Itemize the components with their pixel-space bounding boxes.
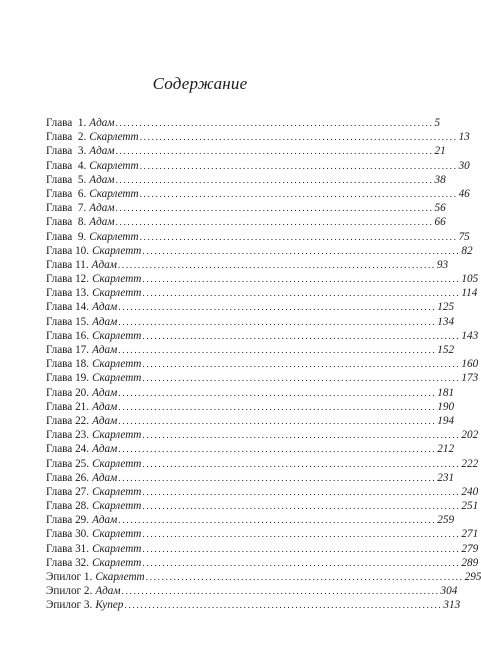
toc-dot-leader: ................................................................................ (142, 246, 461, 257)
toc-entry (46, 457, 479, 471)
toc-entry (46, 428, 479, 442)
toc-chapter-number: Глава 6. (46, 187, 87, 200)
toc-page-number: 194 (437, 414, 455, 427)
toc-chapter-number: Глава 26. (46, 471, 90, 484)
toc-dot-leader: ................................................................................ (142, 459, 461, 470)
toc-page-number: 259 (437, 514, 455, 527)
toc-chapter-title: Адам (92, 315, 118, 328)
toc-dot-leader: ................................................................................ (142, 360, 461, 371)
toc-dot-leader: ................................................................................ (118, 303, 437, 314)
toc-entry (46, 244, 473, 258)
toc-dot-leader: ................................................................................ (115, 175, 434, 186)
toc-chapter-number: Глава 32. (46, 556, 90, 569)
toc-dot-leader: ................................................................................ (124, 601, 443, 612)
toc-entry (46, 485, 479, 499)
toc-chapter-title: Скарлетт (89, 230, 139, 243)
toc-entry (46, 130, 470, 144)
toc-chapter-title: Скарлетт (92, 372, 142, 385)
toc-chapter-title: Скарлетт (92, 358, 142, 371)
toc-chapter-title: Адам (89, 216, 115, 229)
toc-chapter-number: Глава 30. (46, 528, 90, 541)
toc-page-number: 143 (461, 329, 479, 342)
toc-chapter-number: Глава 28. (46, 500, 90, 513)
toc-chapter-title: Скарлетт (92, 500, 142, 513)
toc-entry (46, 329, 479, 343)
toc-chapter-number: Глава 16. (46, 329, 90, 342)
toc-chapter-title: Скарлетт (92, 429, 142, 442)
toc-chapter-number: Глава 10. (46, 244, 90, 257)
toc-list (46, 116, 481, 613)
toc-dot-leader: ................................................................................ (142, 502, 461, 513)
toc-chapter-title: Адам (89, 117, 115, 129)
toc-chapter-number: Глава 8. (46, 216, 87, 229)
toc-chapter-title: Скарлетт (95, 571, 145, 583)
toc-page-number: 231 (437, 471, 455, 484)
toc-page-number: 134 (437, 315, 455, 328)
toc-entry (46, 357, 479, 371)
toc-chapter-number: Эпилог 1. (46, 571, 93, 583)
toc-entry (46, 400, 455, 414)
toc-title: Содержание (152, 74, 248, 93)
toc-dot-leader: ................................................................................ (118, 402, 437, 413)
toc-dot-leader: ................................................................................ (115, 204, 434, 215)
toc-chapter-number: Глава 18. (46, 358, 90, 371)
toc-chapter-number: Глава 31. (46, 542, 90, 555)
toc-dot-leader: ................................................................................ (139, 133, 458, 144)
toc-chapter-title: Скарлетт (89, 131, 139, 144)
toc-entry (46, 215, 446, 229)
toc-page-number: 160 (461, 358, 479, 371)
toc-dot-leader: ................................................................................ (142, 558, 461, 569)
toc-dot-leader: ................................................................................ (118, 388, 437, 399)
toc-chapter-number: Глава 9. (46, 230, 87, 243)
toc-page-number: 5 (434, 117, 441, 129)
toc-dot-leader: ................................................................................ (139, 161, 458, 172)
toc-page-number: 295 (464, 571, 481, 583)
toc-chapter-number: Глава 14. (46, 301, 90, 314)
toc-entry (46, 527, 479, 541)
toc-chapter-number: Глава 19. (46, 372, 90, 385)
toc-chapter-title: Адам (95, 585, 121, 598)
toc-entry (46, 556, 479, 570)
toc-chapter-number: Глава 3. (46, 145, 87, 158)
toc-entry (46, 570, 481, 584)
toc-entry (46, 116, 441, 130)
toc-chapter-title: Адам (92, 386, 118, 399)
toc-dot-leader: ................................................................................ (142, 374, 461, 385)
toc-dot-leader: ................................................................................ (139, 189, 458, 200)
toc-chapter-number: Глава 24. (46, 443, 90, 456)
toc-entry (46, 315, 455, 329)
toc-chapter-title: Адам (89, 173, 115, 186)
toc-chapter-title: Скарлетт (92, 329, 142, 342)
toc-page-number: 152 (437, 344, 455, 356)
toc-page-number: 66 (434, 216, 446, 229)
toc-page-number: 240 (461, 485, 479, 498)
toc-dot-leader: ................................................................................ (115, 218, 434, 229)
toc-entry (46, 414, 455, 428)
toc-dot-leader: ................................................................................ (118, 473, 437, 484)
toc-entry (46, 513, 455, 527)
toc-chapter-number: Глава 2. (46, 131, 87, 144)
toc-entry (46, 159, 470, 173)
toc-chapter-number: Глава 22. (46, 414, 90, 427)
toc-entry (46, 598, 461, 612)
toc-chapter-title: Адам (92, 471, 118, 484)
toc-chapter-number: Глава 27. (46, 485, 90, 498)
toc-page-number: 222 (461, 457, 479, 470)
toc-chapter-number: Глава 17. (46, 344, 90, 356)
toc-page-number: 56 (434, 202, 446, 215)
toc-dot-leader: ................................................................................ (115, 119, 434, 129)
toc-dot-leader: ................................................................................ (118, 445, 437, 456)
toc-chapter-title: Адам (92, 414, 118, 427)
toc-entry (46, 542, 479, 556)
toc-chapter-title: Адам (92, 344, 118, 356)
toc-page-number: 289 (461, 556, 479, 569)
toc-entry (46, 386, 455, 400)
toc-page-number: 30 (458, 159, 470, 172)
toc-chapter-title: Скарлетт (92, 273, 142, 286)
toc-page-number: 75 (458, 230, 470, 243)
toc-entry (46, 230, 470, 244)
toc-entry (46, 300, 455, 314)
toc-chapter-title: Скарлетт (89, 159, 139, 172)
toc-entry (46, 371, 479, 385)
toc-dot-leader: ................................................................................ (118, 516, 437, 527)
toc-chapter-title: Адам (89, 145, 115, 158)
toc-dot-leader: ................................................................................ (145, 573, 464, 583)
toc-page-number: 114 (461, 287, 478, 300)
toc-entry (46, 442, 455, 456)
toc-page-number: 304 (440, 585, 458, 598)
toc-entry (46, 499, 479, 513)
toc-chapter-title: Скарлетт (92, 457, 142, 470)
toc-chapter-title: Адам (92, 443, 118, 456)
toc-chapter-number: Глава 20. (46, 386, 90, 399)
toc-page-number: 13 (458, 131, 470, 144)
toc-chapter-number: Глава 12. (46, 273, 90, 286)
toc-chapter-number: Глава 1. (46, 117, 87, 129)
toc-page-number: 271 (461, 528, 479, 541)
toc-chapter-title: Скарлетт (89, 187, 139, 200)
toc-dot-leader: ................................................................................ (142, 275, 461, 286)
toc-dot-leader: ................................................................................ (142, 487, 461, 498)
toc-dot-leader: ................................................................................ (118, 317, 437, 328)
toc-page-number: 82 (461, 244, 473, 257)
toc-page-number: 173 (461, 372, 479, 385)
toc-entry (46, 471, 455, 485)
toc-page-number: 202 (461, 429, 479, 442)
toc-chapter-number: Глава 11. (46, 258, 89, 271)
toc-entry (46, 144, 446, 158)
toc-chapter-number: Эпилог 2. (46, 585, 93, 598)
toc-chapter-number: Глава 7. (46, 202, 87, 215)
toc-page-number: 21 (434, 145, 446, 158)
toc-chapter-title: Купер (95, 599, 124, 612)
toc-dot-leader: ................................................................................ (142, 431, 461, 442)
toc-chapter-title: Адам (91, 258, 117, 271)
toc-page-number: 105 (461, 273, 479, 286)
toc-entry (46, 258, 449, 272)
toc-chapter-title: Скарлетт (92, 542, 142, 555)
toc-dot-leader: ................................................................................ (142, 530, 461, 541)
toc-page-number: 190 (437, 400, 455, 413)
toc-chapter-number: Глава 25. (46, 457, 90, 470)
toc-chapter-title: Адам (89, 202, 115, 215)
toc-chapter-number: Глава 21. (46, 400, 90, 413)
toc-dot-leader: ................................................................................ (142, 289, 461, 300)
toc-entry (46, 272, 479, 286)
toc-chapter-title: Скарлетт (92, 528, 142, 541)
toc-entry (46, 201, 446, 215)
toc-dot-leader: ................................................................................ (118, 416, 437, 427)
toc-chapter-number: Глава 13. (46, 287, 90, 300)
toc-dot-leader: ................................................................................ (115, 147, 434, 158)
toc-entry (46, 584, 458, 598)
toc-page-number: 279 (461, 542, 479, 555)
toc-chapter-number: Глава 15. (46, 315, 90, 328)
toc-dot-leader: ................................................................................ (121, 587, 440, 598)
toc-entry (46, 343, 455, 357)
toc-chapter-number: Глава 23. (46, 429, 90, 442)
toc-page-number: 38 (434, 173, 446, 186)
toc-page-number: 93 (436, 258, 449, 271)
toc-chapter-number: Глава 4. (46, 159, 87, 172)
toc-dot-leader: ................................................................................ (142, 544, 461, 555)
toc-dot-leader: ................................................................................ (139, 232, 458, 243)
toc-entry (46, 286, 478, 300)
toc-chapter-title: Скарлетт (92, 287, 142, 300)
toc-dot-leader: ................................................................................ (118, 346, 437, 356)
toc-chapter-title: Скарлетт (92, 485, 142, 498)
toc-chapter-number: Глава 5. (46, 173, 87, 186)
toc-page-number: 125 (437, 301, 455, 314)
toc-entry (46, 173, 446, 187)
toc-chapter-title: Адам (92, 400, 118, 413)
toc-page-number: 181 (437, 386, 455, 399)
toc-chapter-title: Адам (92, 514, 118, 527)
toc-dot-leader: ................................................................................ (142, 331, 461, 342)
toc-chapter-title: Адам (92, 301, 118, 314)
toc-chapter-number: Глава 29. (46, 514, 90, 527)
toc-page-number: 46 (458, 187, 470, 200)
toc-page-number: 212 (437, 443, 455, 456)
toc-chapter-number: Эпилог 3. (46, 599, 93, 612)
toc-chapter-title: Скарлетт (92, 556, 142, 569)
toc-page-number: 251 (461, 500, 479, 513)
toc-chapter-title: Скарлетт (92, 244, 142, 257)
toc-dot-leader: ................................................................................ (117, 260, 436, 271)
toc-page-number: 313 (443, 599, 461, 612)
toc-entry (46, 187, 470, 201)
